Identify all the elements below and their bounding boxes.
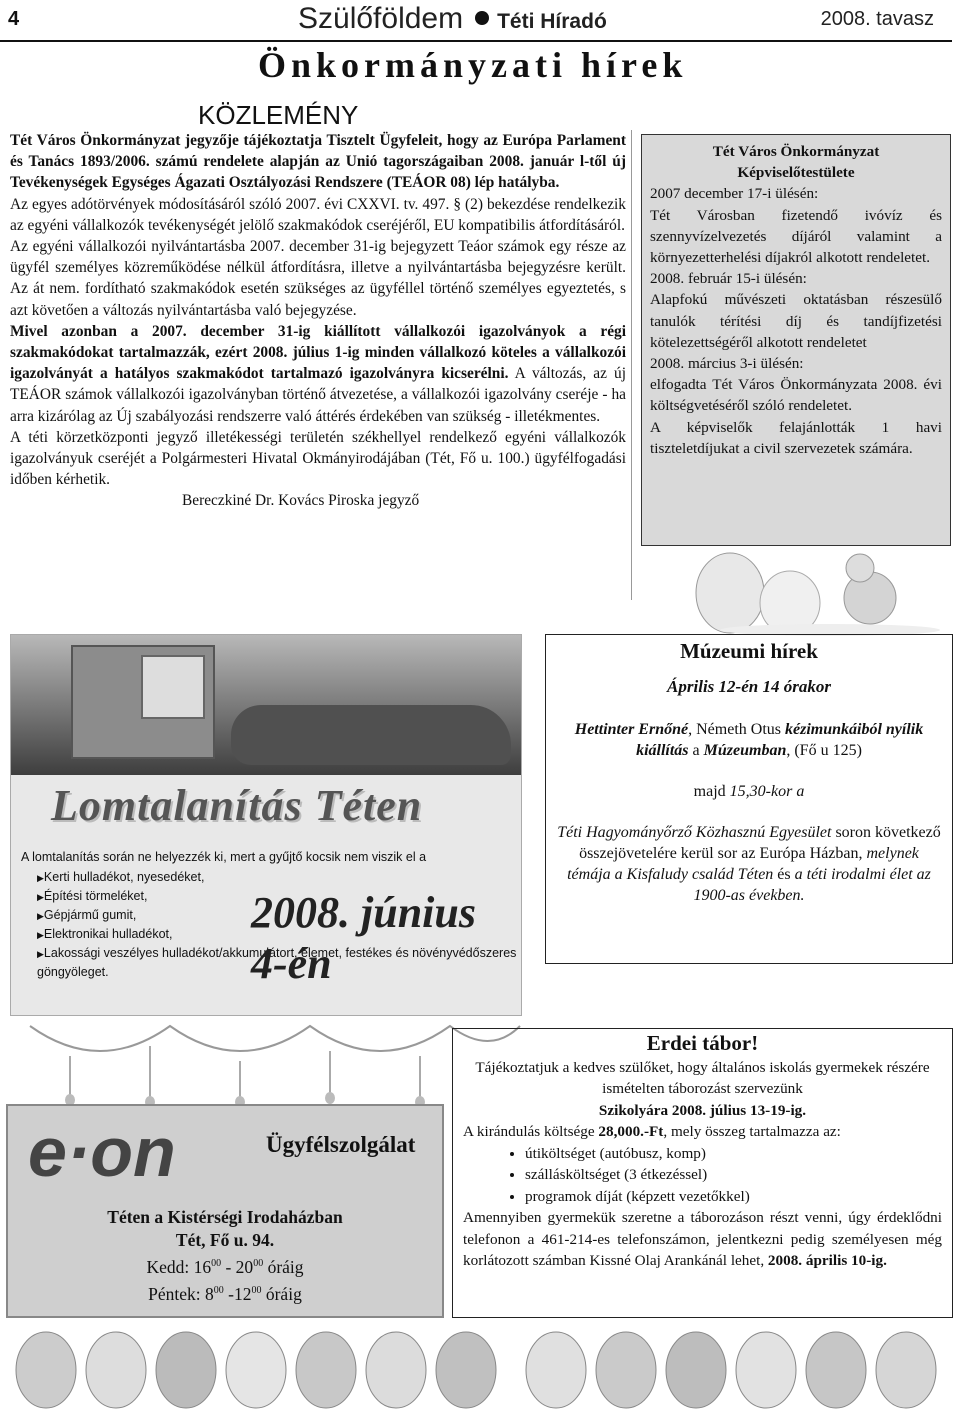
garbage-truck-photo xyxy=(11,635,521,775)
column-divider xyxy=(631,130,632,600)
easter-eggs-footer xyxy=(6,1322,952,1409)
announcement-title: KÖZLEMÉNY xyxy=(198,100,359,130)
announcement-p5: A téti körzetközponti jegyző illetékességi területén székhellyel rendelkező egyéni vállalkozók igazolványuk cseréjét a Polgármesteri Hivatal Okmányirodájában (Tét, Fő u. 100.) ügyfélfogadási időben kérhetik. xyxy=(10,428,626,489)
announcement-p4 xyxy=(10,321,626,427)
page-number: 4 xyxy=(8,8,20,30)
flyer-title: Lomtalanítás Téten xyxy=(51,781,423,830)
garland-decoration xyxy=(10,1016,522,1106)
camp-include-item: • programok díját (képzett vezetőkkel) xyxy=(525,1186,942,1208)
bullet-icon xyxy=(475,11,489,25)
council-text-1: Tét Városban fizetendő ivóvíz és szennyvízelvezetés díjáról valamint a környezetterhelési díjakról alkotott rendeletet. xyxy=(650,206,942,267)
eon-address: Tét, Fő u. 94. xyxy=(175,1230,275,1250)
announcement-p1: Tét Város Önkormányzat jegyzője tájékoztatja Tisztelt Ügyfeleit, hogy az Európa Parlament és Tanács 1893/2006. számú rendelete alapján az Unió tagországaiban 2008. január l-től új Tevékenységek Egységes Ágazati Osztályozási Rendszere (TEÁOR 08) lép hatályba. xyxy=(10,132,626,192)
announcement-p3: Az egyéni vállalkozói nyilvántartásba 2007. december 31-ig bejegyzett Teáor számok egy része az ügyfél személyes közreműködése nélkül átfordításra, illetve a nyilvántartásba bejegyzésre került. Az át nem. fordítható szakmakódok esetén szükséges az ügyféllel történő személyes egyeztetés, s azt követően a változás nyilvántartásba való bejegyzése. xyxy=(10,238,626,319)
council-session-2: 2008. február 15-i ülésén: xyxy=(650,270,807,288)
newspaper-title: Szülőföldem xyxy=(298,2,464,35)
section-title: Önkormányzati hírek xyxy=(258,45,688,85)
camp-include-item: • szállásköltséget (3 étkezéssel) xyxy=(525,1164,942,1186)
announcement-body xyxy=(10,130,626,512)
camp-dates: Szikolyára 2008. július 13-19-ig. xyxy=(598,1101,807,1119)
announcement-p4-bold: Mivel azonban a 2007. december 31-ig kiállított vállalkozói igazolványok a régi szakmakódokat tartalmazzák, ezért 2008. július 1-ig minden vállalkozó köteles a vállalkozói igazolványát a hatályos szakmakódot tartalmazó igazolványra kicserélni. xyxy=(10,322,626,383)
council-session-3: 2008. március 3-i ülésén: xyxy=(650,355,804,373)
camp-title: Erdei tábor! xyxy=(646,1031,759,1055)
eon-info xyxy=(8,1206,442,1306)
eon-customer-service-box xyxy=(6,1104,444,1318)
flyer-intro: A lomtalanítás során ne helyezzék ki, mert a gyűjtő kocsik nem viszik el a xyxy=(21,850,427,864)
council-text-3: elfogadta Tét Város Önkormányzata 2008. évi költségvetéséről szóló rendeletet. xyxy=(650,376,942,415)
museum-title: Múzeumi hírek xyxy=(680,639,818,663)
museum-association: Téti Hagyományőrző Közhasznú Egyesület soron következő összejövetelére kerül sor az Európa Házban, melynek témája a Kisfaludy család Téten és a téti irodalmi élet az 1900-as években. xyxy=(557,824,941,904)
header-rule xyxy=(0,40,952,42)
museum-news-box xyxy=(545,634,953,964)
camp-intro: Tájékoztatjuk a kedves szülőket, hogy általános iskolás gyermekek részére ismételten táborozást szervezünk xyxy=(475,1058,930,1097)
camp-includes-list xyxy=(463,1143,942,1208)
museum-date: Április 12-én 14 órakor xyxy=(667,677,831,696)
flyer-item: ▶ Elektronikai hulladékot, xyxy=(37,925,522,944)
newspaper-subtitle: Téti Híradó xyxy=(497,10,607,33)
masthead xyxy=(298,2,607,36)
flyer-item: ▶ Építési törmeléket, xyxy=(37,887,522,906)
cleanup-flyer xyxy=(10,634,522,1016)
eon-hours-tuesday: Kedd: $16^{00} - 20^{00}$ óráig xyxy=(146,1256,304,1277)
council-heading-1: Tét Város Önkormányzat xyxy=(712,143,880,160)
truck-cab-shape xyxy=(141,655,205,719)
issue-season: 2008. tavasz xyxy=(820,8,934,30)
announcement-p4-rest: A változás, az új TEÁOR számok vállalkozói igazolványban történő átvezetése, a vállalkozói igazolvány cseréje - ha arra kizárólag az Új szabályozási rendszerre való áttérés érdekében van szükség - illetékmentes. xyxy=(10,365,626,425)
council-box xyxy=(641,134,951,546)
camp-contact: Amennyiben gyermekük szeretne a táborozáson részt venni, úgy érdeklődni telefonon a 461-214-es telefonszámon, jelentkezni pedig személyesen még korlátozott számban Kissné Olaj Arankánál lehet, 2008. április 10-ig. xyxy=(463,1209,942,1269)
announcement-p2: Az egyes adótörvények módosításáról szóló 2007. évi CXXVI. tv. 497. § (2) bekezdése rendelkezik az egyéni vállalkozók tevékenységét jelölő szakmakódok cseréjéről, EU kompatibilis átfordításáról. xyxy=(10,195,626,234)
forest-camp-box xyxy=(452,1028,953,1318)
flyer-date: 2008. június 4-én xyxy=(251,888,476,988)
council-session-1: 2007 december 17-i ülésén: xyxy=(650,185,819,203)
eon-title: Ügyfélszolgálat xyxy=(266,1132,416,1157)
flyer-item: ▶ Gépjármű gumit, xyxy=(37,906,522,925)
announcement-signature: Bereczkiné Dr. Kovács Piroska jegyző xyxy=(182,492,420,510)
eon-hours-friday: Péntek: $8^{00}$ $-12^{00}$ óráig xyxy=(148,1283,302,1304)
camp-include-item: • útiköltséget (autóbusz, komp) xyxy=(525,1143,942,1165)
easter-eggs-illustration xyxy=(660,548,960,638)
museum-exhibition: Hettinter Ernőné, Németh Otus kézimunkáiból nyílik kiállítás a Múzeumban, (Fő u 125) xyxy=(574,721,924,759)
museum-then: majd 15,30-kor a xyxy=(693,783,805,800)
eon-place: Téten a Kistérségi Irodaházban xyxy=(107,1207,343,1227)
eon-logo: e·on xyxy=(28,1113,176,1191)
flyer-item: ▶ Kerti hulladékot, nyesedéket, xyxy=(37,868,522,887)
council-text-2: Alapfokú művészeti oktatásban részesülő tanulók térítési díj és tandíjfizetési kötelezettségéről alkotott rendeletet xyxy=(650,291,942,351)
flyer-item: ▶ Lakossági veszélyes hulladékot/akkumulátort, elemet, festékes és növényvédőszeres göngyöleget. xyxy=(37,944,522,981)
council-heading-2: Képviselőtestülete xyxy=(737,164,855,182)
camp-cost: A kirándulás költsége 28,000.-Ft, mely összeg tartalmazza az: xyxy=(463,1123,841,1140)
garbage-pile-shape xyxy=(231,705,511,765)
council-text-4: A képviselők felajánlották 1 havi tiszteletdíjukat a civil szervezetek számára. xyxy=(650,418,942,457)
